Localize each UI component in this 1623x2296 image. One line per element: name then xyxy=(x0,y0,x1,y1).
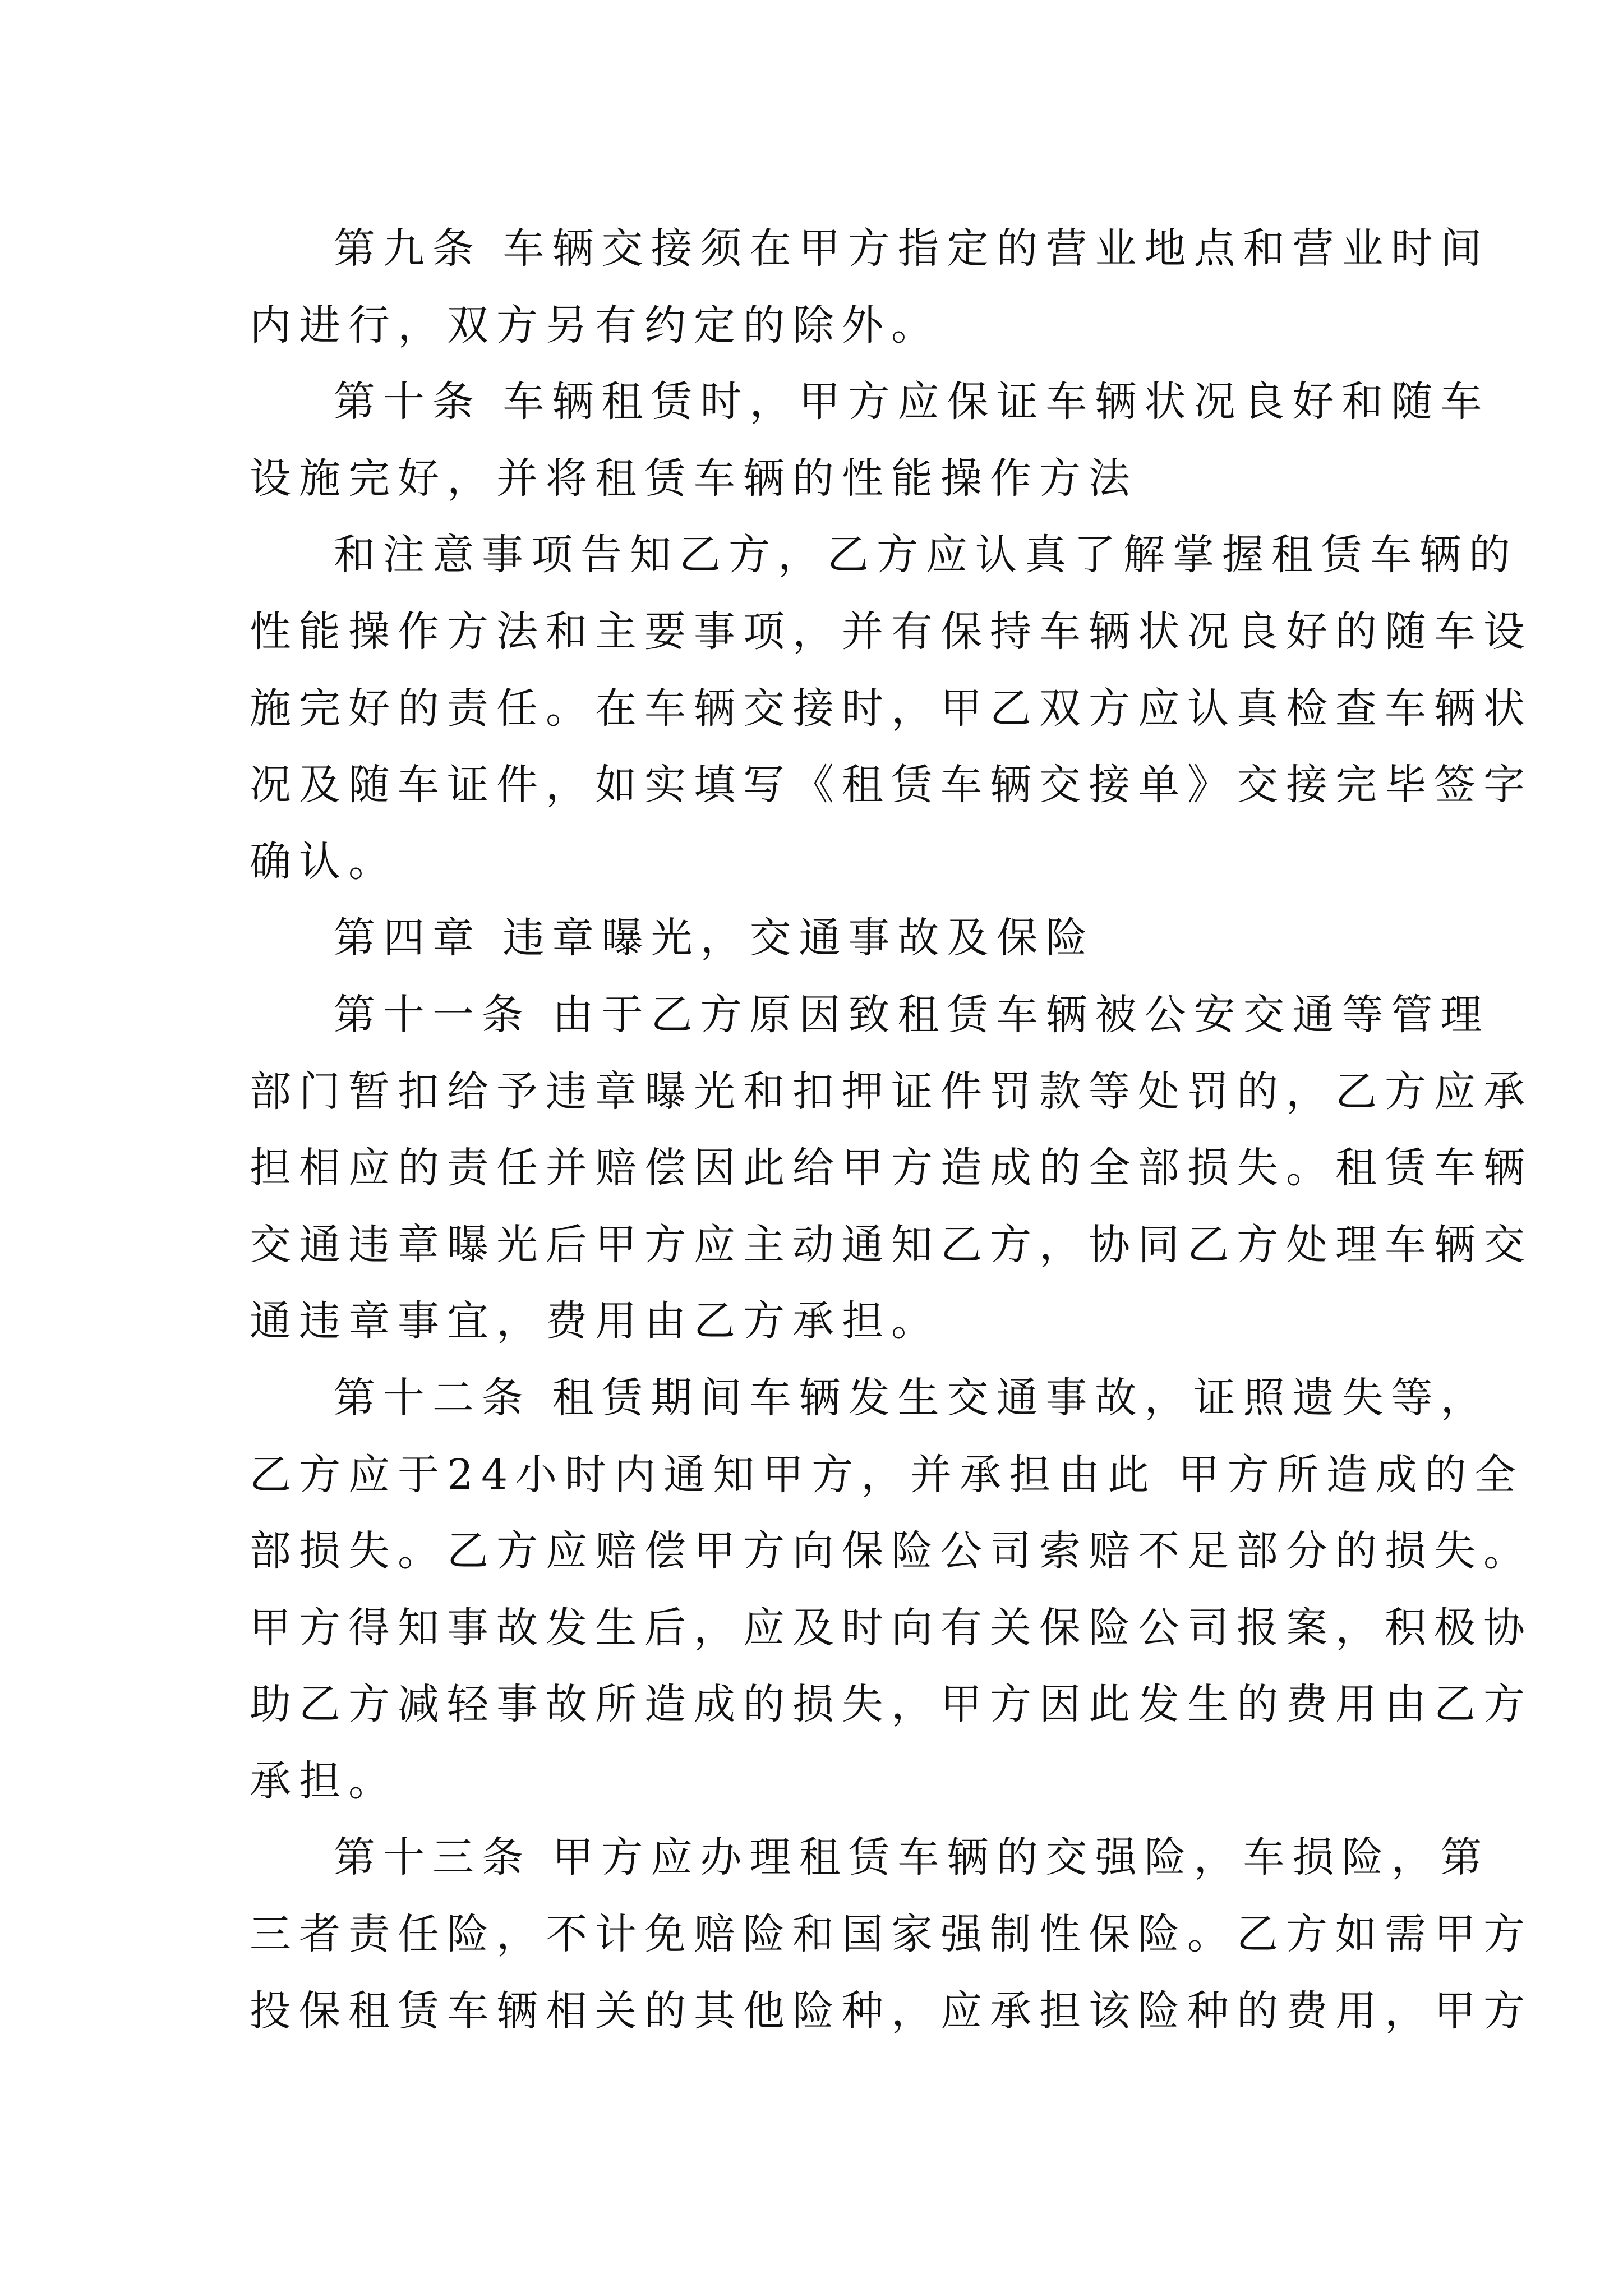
article-10-line-4: 性能操作方法和主要事项，并有保持车辆状况良好的随车设 xyxy=(250,607,1533,656)
article-11-line-1: 第十一条 由于乙方原因致租赁车辆被公安交通等管理 xyxy=(334,990,1490,1039)
article-13-line-1: 第十三条 甲方应办理租赁车辆的交强险，车损险，第 xyxy=(334,1833,1490,1882)
article-10-line-7: 确认。 xyxy=(250,837,398,886)
article-10-line-6: 况及随车证件，如实填写《租赁车辆交接单》交接完毕签字 xyxy=(250,761,1533,809)
chapter-4-heading: 第四章 违章曝光，交通事故及保险 xyxy=(334,914,1095,963)
article-11-line-2: 部门暂扣给予违章曝光和扣押证件罚款等处罚的，乙方应承 xyxy=(250,1067,1533,1116)
article-12-line-1: 第十二条 租赁期间车辆发生交通事故，证照遗失等， xyxy=(334,1373,1490,1422)
article-12-line-2: 乙方应于24小时内通知甲方，并承担由此 甲方所造成的全 xyxy=(250,1450,1524,1499)
article-10-line-1: 第十条 车辆租赁时，甲方应保证车辆状况良好和随车 xyxy=(334,378,1490,426)
article-11-line-3: 担相应的责任并赔偿因此给甲方造成的全部损失。租赁车辆 xyxy=(250,1144,1533,1193)
article-12-line-5: 助乙方减轻事故所造成的损失，甲方因此发生的费用由乙方 xyxy=(250,1680,1533,1729)
article-10-line-3: 和注意事项告知乙方，乙方应认真了解掌握租赁车辆的 xyxy=(334,531,1518,579)
article-9-line-1: 第九条 车辆交接须在甲方指定的营业地点和营业时间 xyxy=(334,224,1490,273)
article-12-line-6: 承担。 xyxy=(250,1756,398,1805)
article-12-line-3: 部损失。乙方应赔偿甲方向保险公司索赔不足部分的损失。 xyxy=(250,1527,1533,1576)
article-13-line-2: 三者责任险，不计免赔险和国家强制性保险。乙方如需甲方 xyxy=(250,1910,1533,1959)
article-9-line-2: 内进行，双方另有约定的除外。 xyxy=(250,301,940,349)
document-body xyxy=(250,210,1533,2049)
article-11-line-5: 通违章事宜，费用由乙方承担。 xyxy=(250,1297,940,1346)
article-13-line-3: 投保租赁车辆相关的其他险种，应承担该险种的费用，甲方 xyxy=(250,1986,1533,2035)
article-10-line-2: 设施完好，并将租赁车辆的性能操作方法 xyxy=(250,454,1138,503)
article-11-line-4: 交通违章曝光后甲方应主动通知乙方，协同乙方处理车辆交 xyxy=(250,1220,1533,1269)
article-12-line-4: 甲方得知事故发生后，应及时向有关保险公司报案，积极协 xyxy=(250,1603,1533,1652)
article-10-line-5: 施完好的责任。在车辆交接时，甲乙双方应认真检查车辆状 xyxy=(250,684,1533,733)
